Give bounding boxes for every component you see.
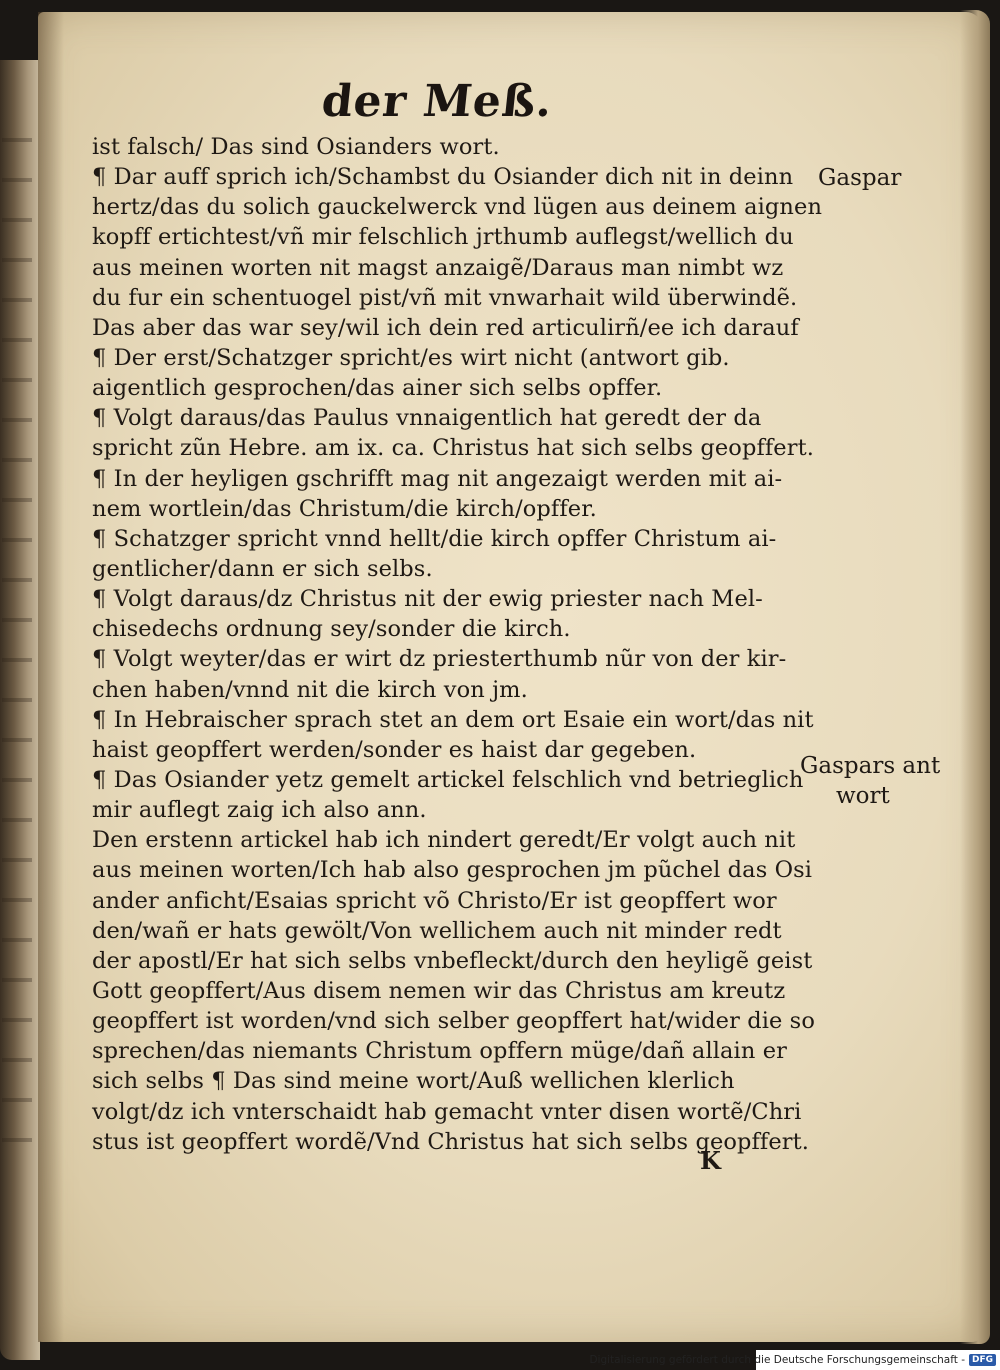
text-line: ¶ Volgt daraus/das Paulus vnnaigentlich hat geredt der da: [92, 405, 762, 432]
digitization-credit-bar: [589, 1350, 1000, 1370]
signature-mark: K: [700, 1146, 721, 1175]
text-line: ¶ Schatzger spricht vnnd hellt/die kirch opffer Christum ai-: [92, 525, 777, 552]
text-line: ¶ Volgt daraus/dz Christus nit der ewig priester nach Mel-: [92, 586, 763, 613]
text-line: gentlicher/dann er sich selbs.: [92, 555, 433, 582]
margin-note-gaspar: Gaspar: [818, 165, 902, 191]
facing-page-text-fragment: [2, 120, 32, 1170]
text-line: aus meinen worten nit magst anzaigẽ/Daraus man nimbt wz: [92, 254, 784, 281]
text-line: Das aber das war sey/wil ich dein red articulirñ/ee ich darauf: [92, 314, 799, 341]
page-right-edge: [960, 10, 990, 1344]
text-line: chisedechs ordnung sey/sonder die kirch.: [92, 616, 571, 643]
text-line: spricht zũn Hebre. am ix. ca. Christus hat sich selbs geopffert.: [92, 435, 814, 462]
text-line: ander anficht/Esaias spricht võ Christo/Er ist geopffert wor: [92, 887, 777, 914]
page-gutter-shadow: [38, 12, 64, 1342]
text-line: sprechen/das niemants Christum opffern müge/dañ allain er: [92, 1038, 787, 1065]
text-line: chen haben/vnnd nit die kirch von jm.: [92, 676, 528, 703]
text-line: du fur ein schentuogel pist/vñ mit vnwarhait wild überwindẽ.: [92, 284, 798, 311]
text-line: geopffert ist worden/vnd sich selber geopffert hat/wider die so: [92, 1008, 815, 1035]
text-line: ¶ Volgt weyter/das er wirt dz priesterthumb nũr von der kir-: [92, 646, 787, 673]
text-line: haist geopffert werden/sonder es haist dar gegeben.: [92, 736, 697, 763]
text-line: aus meinen worten/Ich hab also gesprochen jm pũchel das Osi: [92, 857, 813, 884]
text-line: ¶ Das Osiander yetz gemelt artickel felschlich vnd betrieglich: [92, 766, 804, 793]
text-line: sich selbs ¶ Das sind meine wort/Auß wellichen klerlich: [92, 1068, 735, 1095]
margin-note-gaspars-antwort: Gaspars ant: [800, 753, 941, 779]
text-line: hertz/das du solich gauckelwerck vnd lügen aus deinem aignen: [92, 194, 823, 221]
text-line: den/wañ er hats gewölt/Von wellichem auch nit minder redt: [92, 917, 782, 944]
digitization-credit-text: Digitalisierung gefördert durch die Deutsche Forschungsgemeinschaft -: [589, 1354, 965, 1366]
text-line: stus ist geopffert wordẽ/Vnd Christus hat sich selbs geopffert.: [92, 1128, 810, 1155]
show-through-artifact: [520, 78, 940, 118]
running-header: der Meß.: [319, 76, 556, 127]
text-line: ¶ Der erst/Schatzger spricht/es wirt nicht (antwort gib.: [92, 344, 730, 371]
text-line: ¶ In Hebraischer sprach stet an dem ort Esaie ein wort/das nit: [92, 706, 814, 733]
text-line: ist falsch/ Das sind Osianders wort.: [92, 134, 500, 160]
text-line: ¶ Dar auff sprich ich/Schambst du Osiander dich nit in deinn: [92, 164, 794, 191]
margin-note-gaspars-antwort-cont: wort: [836, 783, 890, 809]
dfg-logo-icon: DFG: [969, 1354, 996, 1366]
show-through-artifact: [820, 620, 960, 660]
text-line: mir auflegt zaig ich also ann.: [92, 797, 427, 824]
text-line: nem wortlein/das Christum/die kirch/opffer.: [92, 495, 597, 522]
text-line: aigentlich gesprochen/das ainer sich selbs opffer.: [92, 375, 663, 402]
page-body-text: [92, 132, 823, 1157]
text-line: der apostl/Er hat sich selbs vnbefleckt/durch den heyligẽ geist: [92, 947, 813, 974]
text-line: volgt/dz ich vnterschaidt hab gemacht vnter disen wortẽ/Chri: [92, 1098, 802, 1125]
text-line: Den erstenn artickel hab ich nindert geredt/Er volgt auch nit: [92, 827, 796, 854]
text-line: kopff ertichtest/vñ mir felschlich jrthumb auflegst/wellich du: [92, 224, 794, 251]
text-line: ¶ In der heyligen gschrifft mag nit angezaigt werden mit ai-: [92, 465, 783, 492]
text-line: Gott geopffert/Aus disem nemen wir das Christus am kreutz: [92, 977, 786, 1004]
